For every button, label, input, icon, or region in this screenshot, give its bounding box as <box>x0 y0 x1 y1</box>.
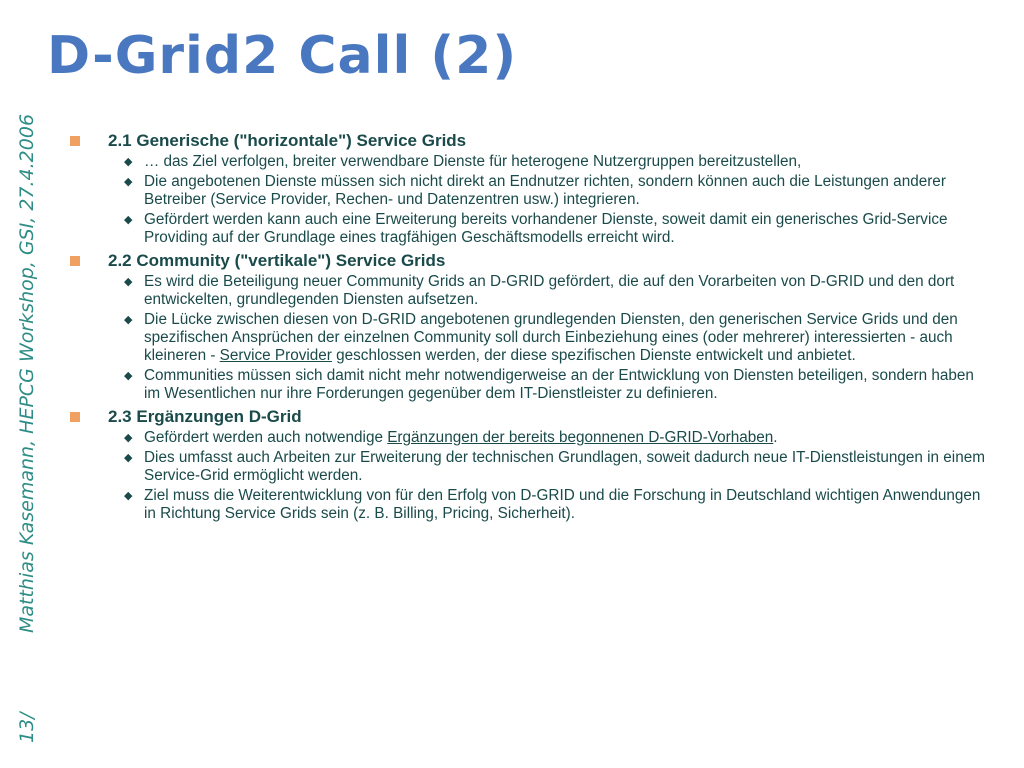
item-text: Communities müssen sich damit nicht mehr notwendigerweise an der Entwicklung von Diensten beteiligen, sondern haben im Wesentlichen nur ihre Forderungen gegenüber dem IT-Dienstleister zu definieren. <box>144 367 974 402</box>
ergaenzungen-link[interactable]: Ergänzungen der bereits begonnenen D-GRID-Vorhaben <box>387 429 774 446</box>
diamond-bullet-icon: ◆ <box>124 276 133 288</box>
sidebar-footer <box>14 113 40 743</box>
service-provider-link[interactable]: Service Provider <box>219 347 332 364</box>
item-text: Ziel muss die Weiterentwicklung von für den Erfolg von D-GRID und die Forschung in Deutschland wichtigen Anwendungen in Richtung Service Grids sein (z. B. Billing, Pricing, Sicherheit). <box>144 487 981 522</box>
section-3 <box>70 407 985 427</box>
list-item <box>124 211 985 247</box>
section-2-items <box>124 273 985 403</box>
item-text: Dies umfasst auch Arbeiten zur Erweiterung der technischen Grundlagen, soweit dadurch neue IT-Dienstleistungen in einem Service-Grid ermöglicht werden. <box>144 449 985 484</box>
section-title: 2.2 Community ("vertikale") Service Grids <box>108 251 446 270</box>
list-item <box>124 449 985 485</box>
diamond-bullet-icon: ◆ <box>124 490 133 502</box>
diamond-bullet-icon: ◆ <box>124 176 133 188</box>
item-text: Gefördert werden kann auch eine Erweiterung bereits vorhandener Dienste, soweit damit ein generisches Grid-Service Providing auf der Grundlage eines tragfähigen Geschäftsmodells erreicht wird. <box>144 211 948 246</box>
diamond-bullet-icon: ◆ <box>124 370 133 382</box>
item-text: Die angebotenen Dienste müssen sich nicht direkt an Endnutzer richten, sondern können auch die Leistungen anderer Betreiber (Service Provider, Rechen- und Datenzentren usw.) integrieren. <box>144 173 946 208</box>
square-bullet-icon <box>70 136 80 146</box>
list-item <box>124 173 985 209</box>
diamond-bullet-icon: ◆ <box>124 432 133 444</box>
section-1 <box>70 131 985 151</box>
item-text: … das Ziel verfolgen, breiter verwendbare Dienste für heterogene Nutzergruppen bereitzustellen, <box>144 153 802 170</box>
list-item <box>124 273 985 309</box>
diamond-bullet-icon: ◆ <box>124 156 133 168</box>
section-title: 2.1 Generische ("horizontale") Service Grids <box>108 131 467 150</box>
item-text-part: . <box>773 429 778 446</box>
diamond-bullet-icon: ◆ <box>124 452 133 464</box>
diamond-bullet-icon: ◆ <box>124 314 133 326</box>
square-bullet-icon <box>70 412 80 422</box>
item-text-part: Gefördert werden auch notwendige <box>144 429 388 446</box>
item-text <box>144 429 778 447</box>
item-text-part: Die Lücke zwischen diesen von D-GRID angebotenen grundlegenden Diensten, den generischen Service Grids und den spezifischen Ansprüchen der einzelnen Community soll durch Einbeziehung eines (oder mehrerer) interessierten - auch kleineren - <box>144 311 958 364</box>
diamond-bullet-icon: ◆ <box>124 214 133 226</box>
list-item <box>124 311 985 365</box>
list-item <box>124 153 985 171</box>
slide-title: D-Grid2 Call (2) <box>47 26 518 86</box>
slide-content <box>70 131 985 527</box>
section-2 <box>70 251 985 271</box>
footer-text: Matthias Kasemann, HEPCG Workshop, GSI, 27.4.2006 <box>16 113 38 633</box>
item-text: Es wird die Beteiligung neuer Community Grids an D-GRID gefördert, die auf den Vorarbeiten von D-GRID und den dort entwickelten, grundlegenden Diensten aufsetzen. <box>144 273 955 308</box>
section-1-items <box>124 153 985 247</box>
section-3-items <box>124 429 985 523</box>
list-item <box>124 429 985 447</box>
item-text-part: geschlossen werden, der diese spezifischen Dienste entwickelt und anbietet. <box>331 347 856 364</box>
item-text <box>144 311 985 365</box>
list-item <box>124 367 985 403</box>
square-bullet-icon <box>70 256 80 266</box>
section-title: 2.3 Ergänzungen D-Grid <box>108 407 302 426</box>
page-number: 13/ <box>16 712 38 743</box>
list-item <box>124 487 985 523</box>
